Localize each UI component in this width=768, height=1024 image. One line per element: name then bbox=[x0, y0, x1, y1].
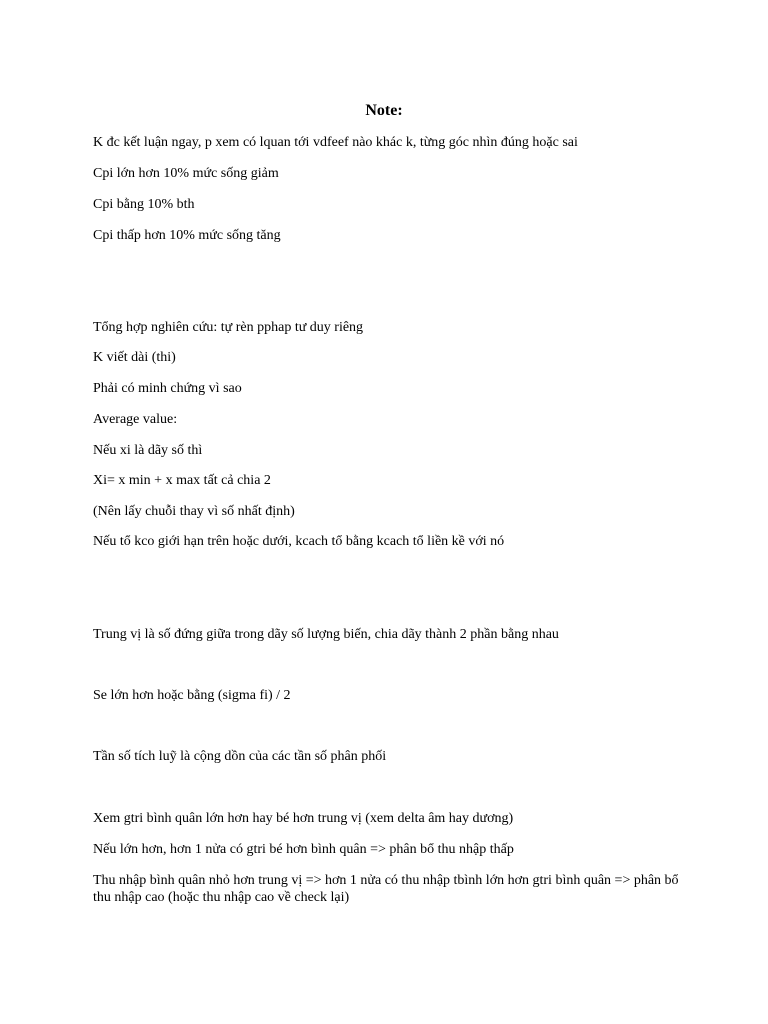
note-line-7: Phải có minh chứng vì sao bbox=[93, 381, 242, 396]
note-line-18: Thu nhập bình quân nhỏ hơn trung vị => hơn 1 nửa có thu nhập tbình lớn hơn gtri bình quân => phân bổ thu nhập cao (hoặc thu nhập cao về check lại) bbox=[93, 873, 679, 905]
note-line-11: (Nên lấy chuỗi thay vì số nhất định) bbox=[93, 504, 295, 519]
note-line-17: Nếu lớn hơn, hơn 1 nửa có gtri bé hơn bình quân => phân bổ thu nhập thấp bbox=[93, 842, 514, 857]
note-line-5: Tổng hợp nghiên cứu: tự rèn pphap tư duy riêng bbox=[93, 320, 364, 335]
note-line-8: Average value: bbox=[93, 412, 178, 427]
note-line-9: Nếu xi là dãy số thì bbox=[93, 443, 203, 458]
note-line-2: Cpi lớn hơn 10% mức sống giảm bbox=[93, 166, 279, 181]
note-line-14: Se lớn hơn hoặc bằng (sigma fi) / 2 bbox=[93, 688, 291, 703]
note-line-4: Cpi thấp hơn 10% mức sống tăng bbox=[93, 228, 281, 243]
note-line-15: Tần số tích luỹ là cộng dồn của các tần số phân phối bbox=[93, 749, 387, 764]
note-line-6: K viết dài (thi) bbox=[93, 350, 176, 365]
note-line-13: Trung vị là số đứng giữa trong dãy số lượng biến, chia dãy thành 2 phần bằng nhau bbox=[93, 627, 559, 642]
note-line-16: Xem gtri bình quân lớn hơn hay bé hơn trung vị (xem delta âm hay dương) bbox=[93, 811, 514, 826]
note-line-3: Cpi bằng 10% bth bbox=[93, 197, 195, 212]
note-line-1: K đc kết luận ngay, p xem có lquan tới vdfeef nào khác k, từng góc nhìn đúng hoặc sai bbox=[93, 135, 578, 150]
note-line-10: Xi= x min + x max tất cả chia 2 bbox=[93, 473, 271, 488]
note-title: Note: bbox=[365, 102, 403, 119]
note-line-12: Nếu tổ kco giới hạn trên hoặc dưới, kcach tổ bằng kcach tổ liền kề với nó bbox=[93, 534, 505, 549]
